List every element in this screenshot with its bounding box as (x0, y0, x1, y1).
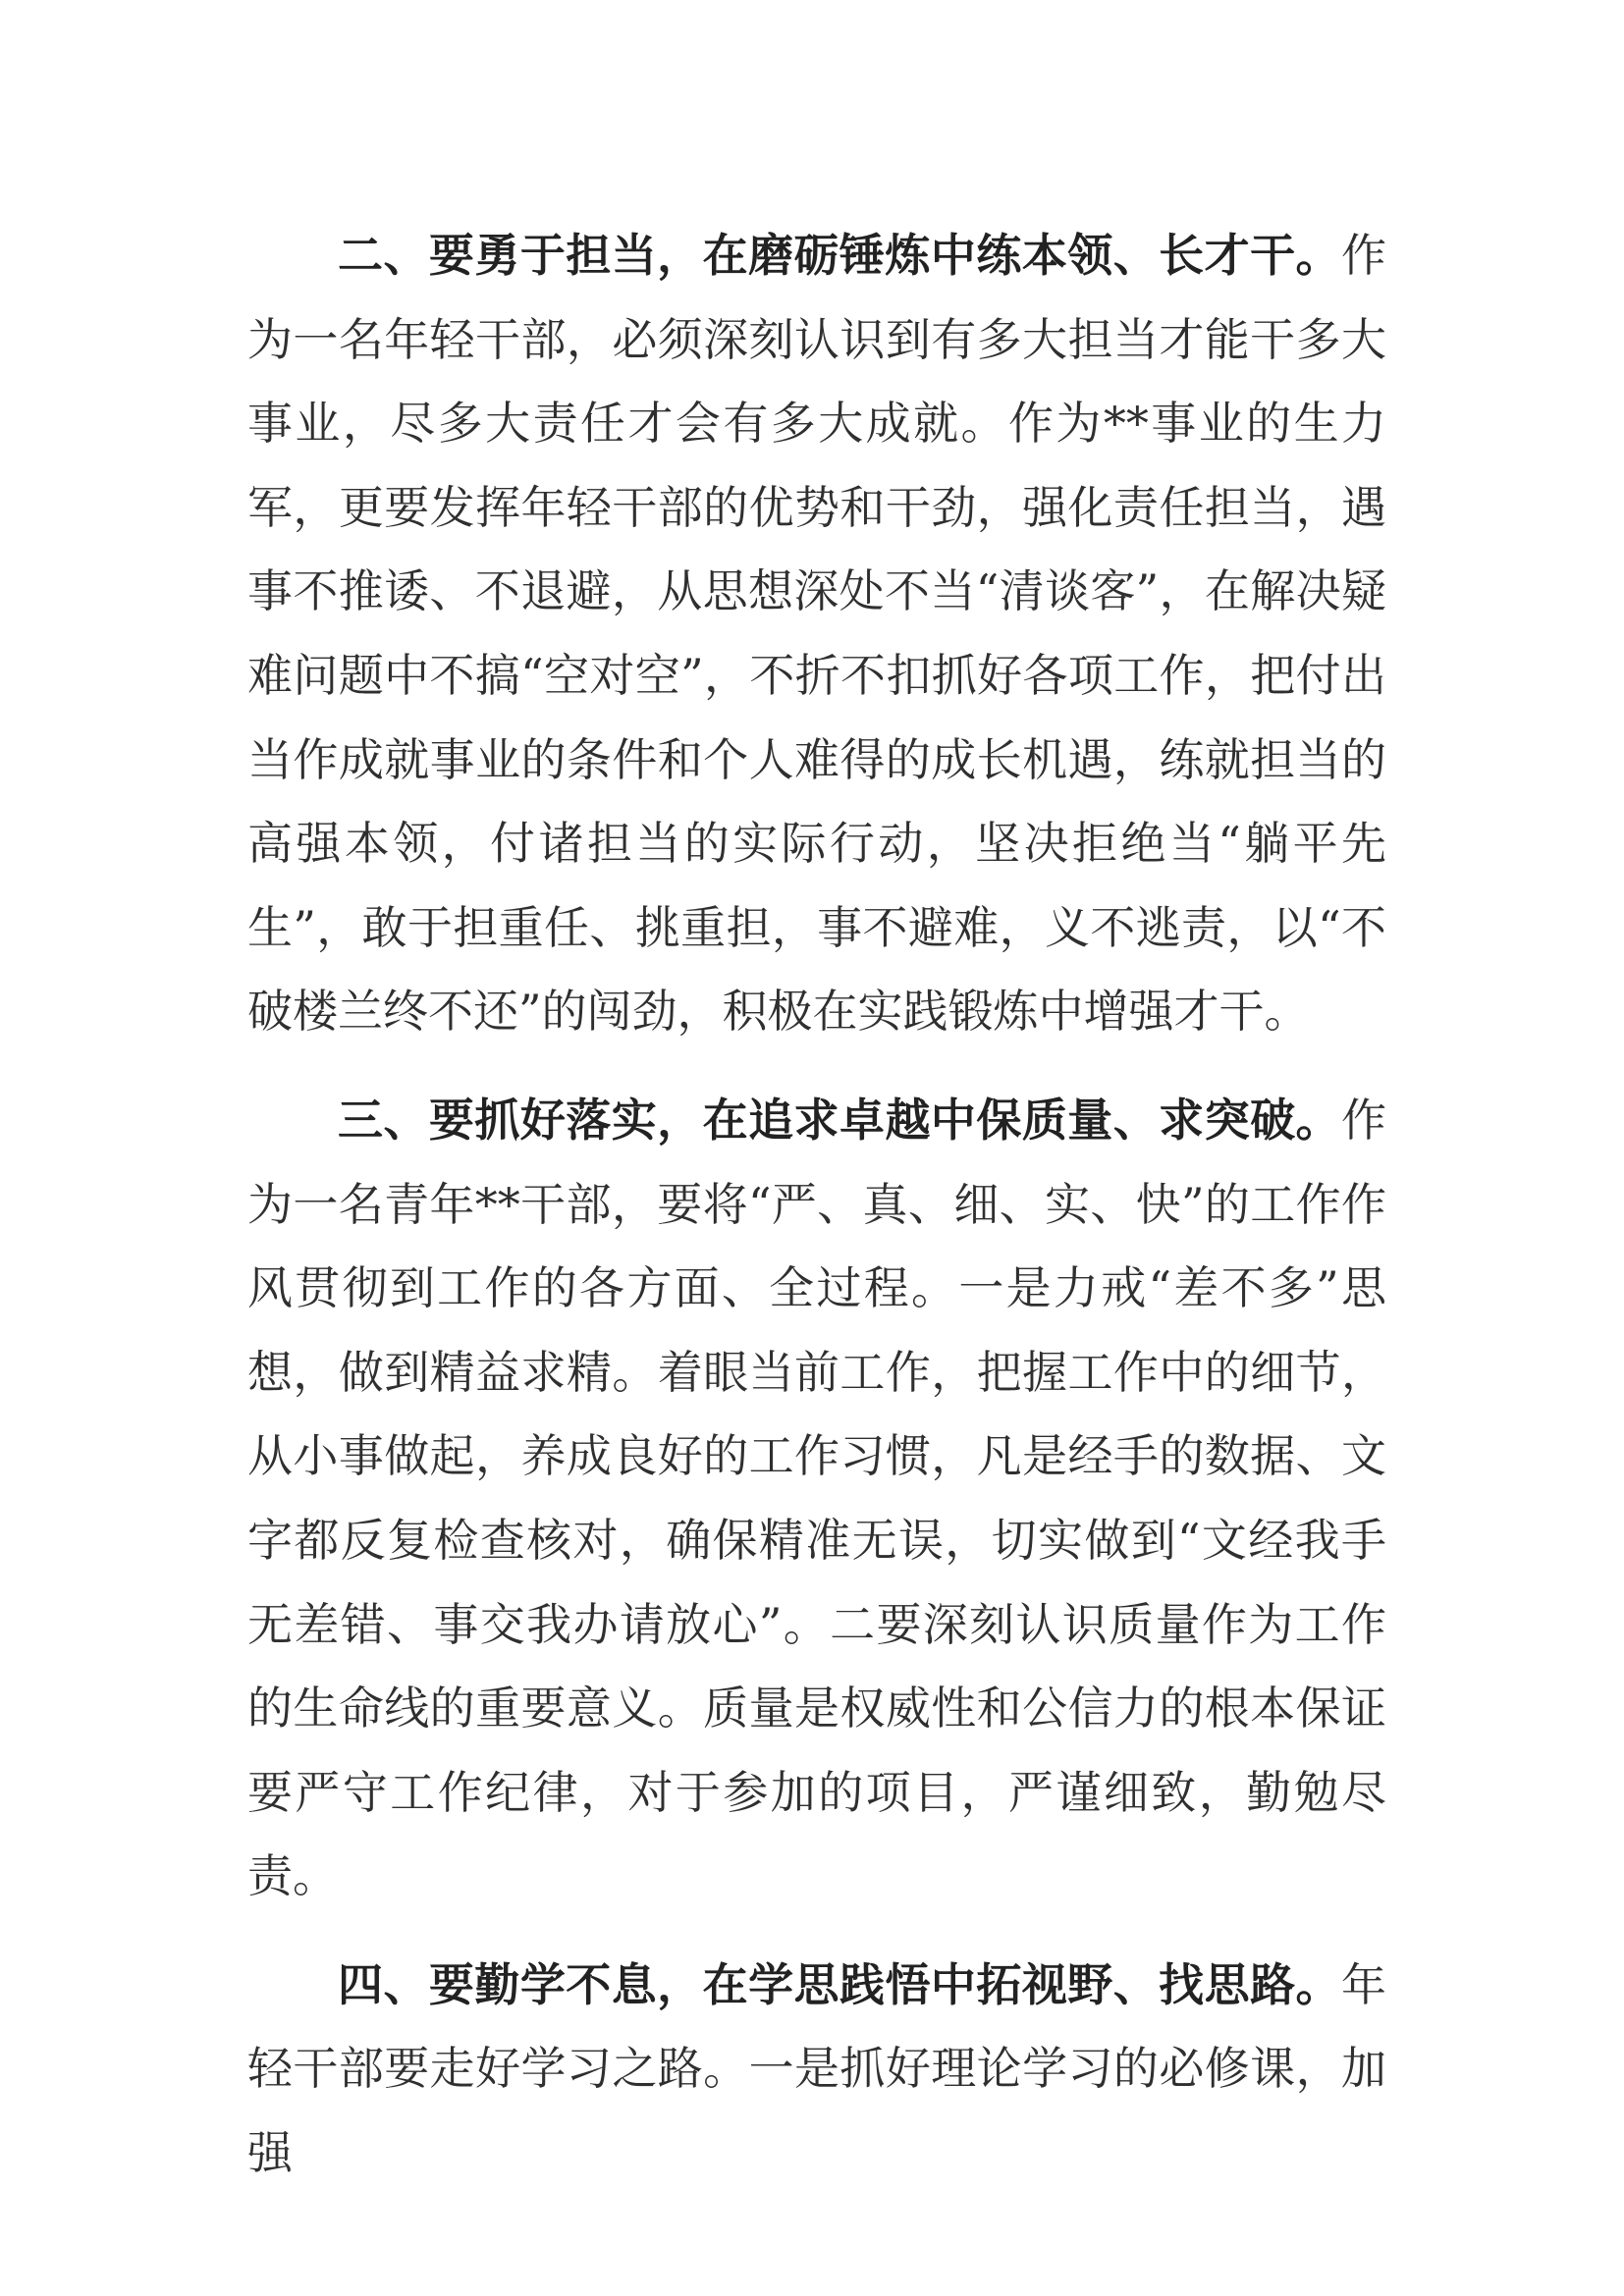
paragraph-4 (247, 1944, 1386, 2196)
paragraph-2-text: 作为一名年轻干部，必须深刻认识到有多大担当才能干多大事业，尽多大责任才会有多大成就。作为**事业的生力军，更要发挥年轻干部的优势和干劲，强化责任担当，遇事不推诿、不退避，从思想深处不当“清谈客”，在解决疑难问题中不搞“空对空”，不折不扣抓好各项工作，把付出当作成就事业的条件和个人难得的成长机遇，练就担当的高强本领，付诸担当的实际行动，坚决拒绝当“躺平先生”，敢于担重任、挑重担，事不避难，义不逃责，以“不破楼兰终不还”的闯劲，积极在实践锻炼中增强才干。 (247, 229, 1386, 1039)
document-body (247, 214, 1386, 2220)
paragraph-3 (247, 1079, 1386, 1919)
paragraph-3-text: 作为一名青年**干部，要将“严、真、细、实、快”的工作作风贯彻到工作的各方面、全过程。一是力戒“差不多”思想，做到精益求精。着眼当前工作，把握工作中的细节，从小事做起，养成良好的工作习惯，凡是经手的数据、文字都反复检查核对，确保精准无误，切实做到“文经我手无差错、事交我办请放心”。二要深刻认识质量作为工作的生命线的重要意义。质量是权威性和公信力的根本保证要严守工作纪律，对于参加的项目，严谨细致，勤勉尽责。 (247, 1093, 1386, 1903)
paragraph-2-heading: 二、要勇于担当，在磨砺锤炼中练本领、长才干。 (338, 229, 1341, 282)
paragraph-3-heading: 三、要抓好落实，在追求卓越中保质量、求突破。 (338, 1093, 1341, 1147)
paragraph-4-text: 年轻干部要走好学习之路。一是抓好理论学习的必修课，加强 (247, 1957, 1386, 2180)
paragraph-2 (247, 214, 1386, 1054)
paragraph-4-heading: 四、要勤学不息，在学思践悟中拓视野、找思路。 (338, 1957, 1341, 2011)
